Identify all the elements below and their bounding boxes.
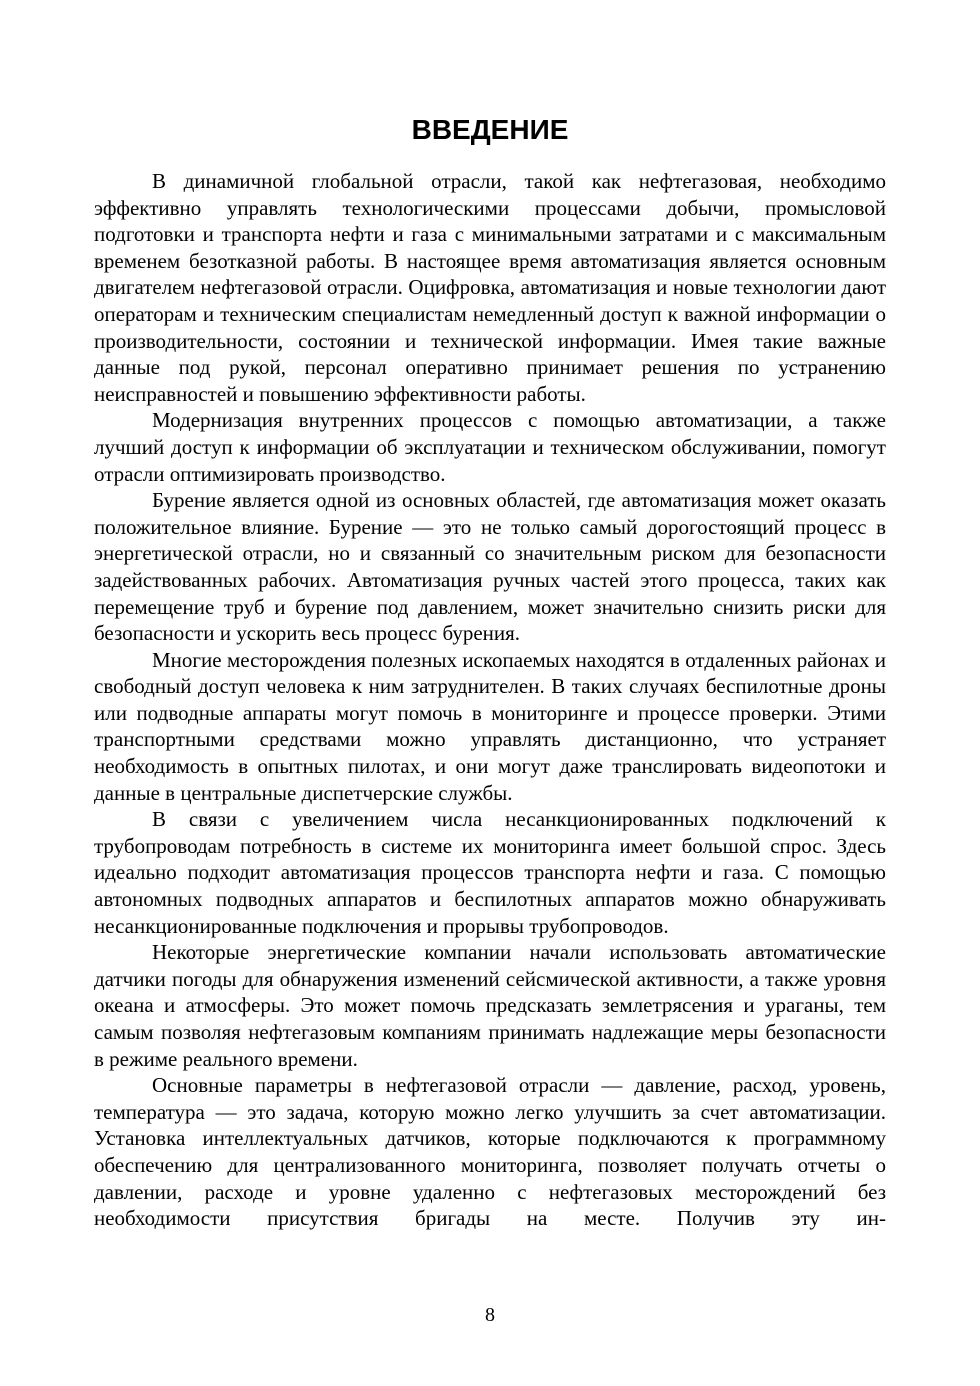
paragraph-3: Бурение является одной из основных областей, где автоматизация может оказать положительное влияние. Бурение — это не только самый дорогостоящий процесс в энергетической отрасли, но и связанный со значительным риском для безопасности задействованных рабочих. Автоматизация ручных частей этого процесса, таких как перемещение труб и бурение под давлением, может значительно снизить риски для безопасности и ускорить весь процесс бурения.	[94, 488, 886, 646]
page-title: ВВЕДЕНИЕ	[411, 114, 569, 145]
paragraph-1: В динамичной глобальной отрасли, такой как нефтегазовая, необходимо эффективно управлять технологическими процессами добычи, промысловой подготовки и транспорта нефти и газа с минимальными затратами и с максимальным временем безотказной работы. В настоящее время автоматизация является основным двигателем нефтегазовой отрасли. Оцифровка, автоматизация и новые технологии дают операторам и техническим специалистам немедленный доступ к важной информации о производительности, состоянии и технической информации. Имея такие важные данные под рукой, персонал оперативно принимает решения по устранению неисправностей и повышению эффективности работы.	[94, 169, 886, 406]
page-number: 8	[485, 1304, 495, 1326]
body-text	[94, 168, 886, 1232]
paragraph-7: Основные параметры в нефтегазовой отрасли — давление, расход, уровень, температура — это задача, которую можно легко улучшить за счет автоматизации. Установка интеллектуальных датчиков, которые подключаются к программному обеспечению для централизованного мониторинга, позволяет получать отчеты о давлении, расходе и уровне удаленно с нефтегазовых месторождений без необходимости присутствия бригады на месте. Получив эту ин-	[94, 1073, 886, 1231]
paragraph-2: Модернизация внутренних процессов с помощью автоматизации, а также лучший доступ к информации об эксплуатации и техническом обслуживании, помогут отрасли оптимизировать производство.	[94, 408, 886, 486]
paragraph-4: Многие месторождения полезных ископаемых находятся в отдаленных районах и свободный доступ человека к ним затруднителен. В таких случаях беспилотные дроны или подводные аппараты могут помочь в мониторинге и процессе проверки. Этими транспортными средствами можно управлять дистанционно, что устраняет необходимость в опытных пилотах, и они могут даже транслировать видеопотоки и данные в центральные диспетчерские службы.	[94, 647, 886, 805]
paragraph-6: Некоторые энергетические компании начали использовать автоматические датчики погоды для обнаружения изменений сейсмической активности, а также уровня океана и атмосферы. Это может помочь предсказать землетрясения и ураганы, тем самым позволяя нефтегазовым компаниям принимать надлежащие меры безопасности в режиме реального времени.	[94, 940, 886, 1071]
paragraph-5: В связи с увеличением числа несанкционированных подключений к трубопроводам потребность в системе их мониторинга имеет большой спрос. Здесь идеально подходит автоматизация процессов транспорта нефти и газа. С помощью автономных подводных аппаратов и беспилотных аппаратов можно обнаруживать несанкционированные подключения и прорывы трубопроводов.	[94, 807, 886, 938]
